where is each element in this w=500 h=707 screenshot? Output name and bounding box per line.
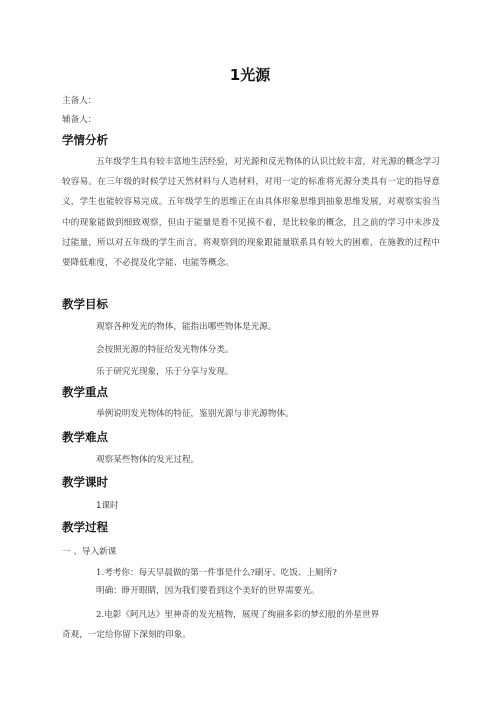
process-question-2-line-1: 2.电影《阿凡达》里神奇的发光植物，展现了绚丽多彩的梦幻般的外星世界 (96, 610, 380, 620)
heading-difficulties: 教学难点 (62, 430, 108, 444)
goal-item-3: 乐于研究光现象，乐于分享与发现。 (96, 367, 234, 377)
heading-process: 教学过程 (62, 520, 108, 534)
main-preparer-label: 主备人： (62, 96, 97, 106)
difficulties-text: 观察某些物体的发光过程。 (96, 455, 200, 465)
key-points-text: 举例说明发光物体的特征，鉴别光源与非光源物体。 (96, 409, 294, 419)
heading-hours: 教学课时 (62, 475, 108, 489)
document-title: 1光源 (229, 66, 271, 84)
heading-goals: 教学目标 (62, 297, 108, 311)
heading-key-points: 教学重点 (62, 385, 108, 399)
analysis-paragraph: 五年级学生具有较丰富地生活经验，对光源和反光物体的认识比较丰富，对光源的概念学习较容易。在三年级的时候学过天然材料与人造材料，对用一定的标准将光源分类具有一定的指导意义，学生也能较容易完成。五年级学生的思维正在由具体形象思维到抽象思维发展，对观察实验当中的现象能做到细致观察，但由于能量是看不见摸不着，是比较象的概念，且之前的学习中未涉及过能量，所以对五年级的学生而言，将观察到的现象跟能量联系具有较大的困难，在施教的过程中要降低难度，不必提及化学能、电能等概念。 (62, 157, 440, 269)
heading-analysis: 学情分析 (62, 133, 108, 147)
process-question-1: 1.考考你：每天早晨做的第一件事是什么?刷牙、吃饭、上厕所? (96, 568, 337, 578)
process-step-1: 一 、导入新课 (62, 547, 117, 557)
process-question-2-line-2: 奇观，一定给你留下深刻的印象。 (62, 630, 191, 640)
process-answer-1: 明确：睁开眼睛，因为我们要看到这个美好的世界需要光。 (96, 586, 320, 596)
goal-item-1: 观察各种发光的物体，能指出哪些物体是光源。 (96, 322, 277, 332)
hours-text: 1课时 (96, 501, 119, 511)
assistant-preparer-label: 辅备人： (62, 115, 97, 125)
goal-item-2: 会按照光源的特征给发光物体分类。 (96, 345, 234, 355)
